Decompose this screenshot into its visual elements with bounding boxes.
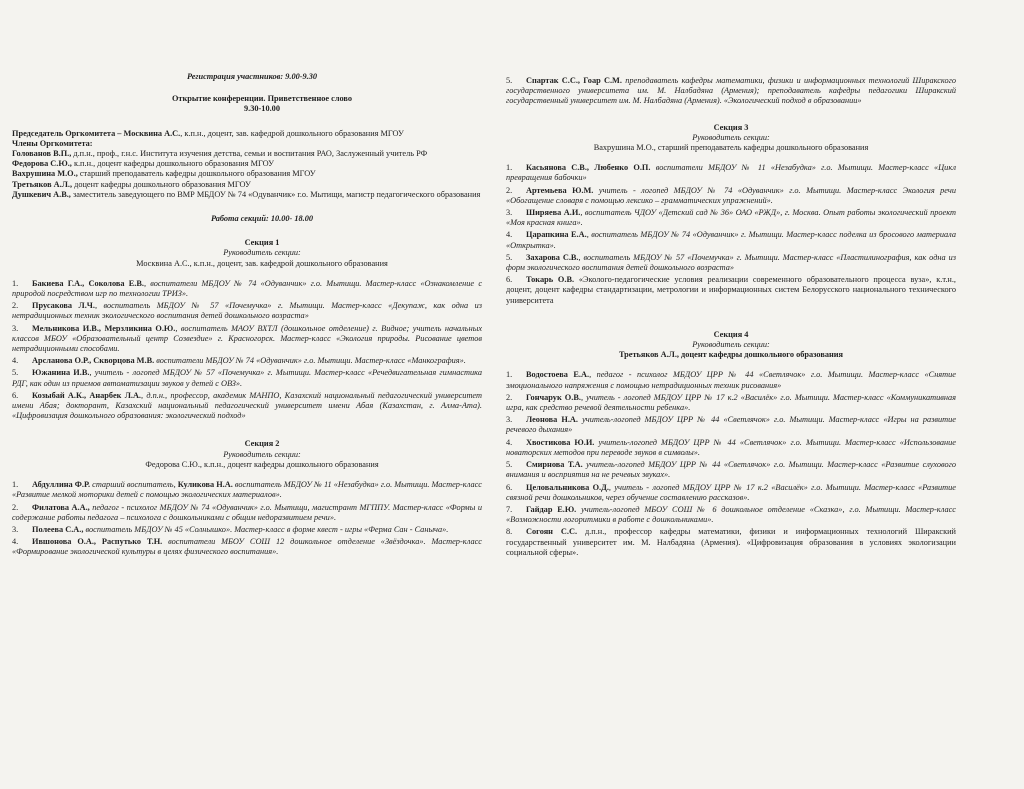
member-item bbox=[12, 169, 482, 179]
section-1-title: Секция 1 bbox=[244, 238, 280, 248]
item-name: Царапкина Е.А. bbox=[526, 230, 587, 240]
chair-label: Председатель Оргкомитета – bbox=[12, 128, 122, 138]
member-desc: старший преподаватель кафедры дошкольного образования МГОУ bbox=[77, 169, 316, 179]
section-2-list bbox=[12, 480, 482, 557]
members-label: Члены Оргкомитета: bbox=[12, 138, 93, 148]
list-item bbox=[506, 393, 956, 413]
item-desc: учитель-логопед МБДОУ ЦРР № 44 «Светлячок» г.о. Мытищи. Мастер-класс «Развитие слухового внимания и восприятия на не речевых звуках». bbox=[506, 460, 956, 480]
member-item bbox=[12, 159, 482, 169]
item-number: 1. bbox=[506, 370, 513, 380]
item-desc: воспитатели МБОУ СОШ 12 дошкольное отделение «Звёздочка». Мастер-класс «Формирование экологической культуры в целях физического воспитания». bbox=[12, 537, 482, 557]
section-1-lead-label: Руководитель секции: bbox=[223, 248, 301, 258]
item-number: 5. bbox=[506, 76, 513, 85]
item-desc: «Эколого-педагогические условия реализации современного образовательного процесса вуза», к.т.н., доцент, доцент кафедры стандартизации, метрологии и информационных систем Белорусского национального технического университета bbox=[506, 275, 957, 305]
item-number: 3. bbox=[12, 524, 19, 534]
item-name: Спартак С.С., Гоар С.М. bbox=[526, 76, 622, 85]
list-item bbox=[506, 275, 956, 306]
list-item bbox=[506, 253, 956, 273]
list-item bbox=[506, 76, 956, 107]
item-number: 3. bbox=[506, 208, 513, 218]
item-number: 2. bbox=[506, 185, 513, 195]
member-item bbox=[12, 149, 482, 159]
chair-name: Москвина А.С. bbox=[123, 128, 181, 138]
item-number: 6. bbox=[506, 482, 513, 492]
item-name: Ившонова О.А., Распутько Т.Н. bbox=[32, 537, 163, 547]
list-item bbox=[12, 480, 482, 500]
member-desc: заместитель заведующего по ВМР МБДОУ № 74 «Одуванчик» г.о. Мытищи, магистр педагогического образования bbox=[70, 189, 481, 199]
member-item bbox=[12, 190, 482, 200]
item-desc: воспитатели МБДОУ № 74 «Одуванчик» г.о. Мытищи. Мастер-класс «Манкография». bbox=[154, 356, 466, 366]
chair-line bbox=[12, 129, 482, 139]
item-desc: , учитель - логопед МБДОУ № 57 «Почемучка» г. Мытищи. Мастер-класс «Речедвигательная гимнастика РДГ, как один из приемов автоматизации звуков у детей с ОВЗ». bbox=[12, 368, 482, 388]
item-number: 1. bbox=[12, 278, 19, 288]
list-item bbox=[506, 186, 956, 206]
item-number: 5. bbox=[506, 252, 513, 262]
list-item bbox=[12, 356, 482, 366]
section-4-title: Секция 4 bbox=[713, 329, 749, 339]
list-item bbox=[506, 438, 956, 458]
item-desc-2: воспитатель МБДОУ № 11 «Незабудка» г.о. Мытищи. Мастер-класс «Развитие мелкой моторики детей с помощью экологических материалов». bbox=[12, 480, 482, 500]
item-number: 1. bbox=[12, 480, 19, 490]
section-3-list bbox=[506, 163, 956, 306]
item-number: 4. bbox=[506, 230, 513, 240]
item-desc: воспитатели МБДОУ № 11 «Незабудка» г.о. Мытищи. Мастер-класс «Цикл превращения бабочки» bbox=[506, 163, 956, 183]
list-item bbox=[12, 525, 482, 535]
section-1-lead: Москвина А.С., к.п.н., доцент, зав. кафедрой дошкольного образования bbox=[136, 258, 388, 268]
item-name: Ширяева А.И. bbox=[526, 208, 581, 218]
item-desc: педагог - психолог МБДОУ № 74 «Одуванчик» г.о. Мытищи, магистрант МГППУ. Мастер-класс «Формы и содержание работы педагога – психолога с дошкольниками с общим недоразвитием речи». bbox=[12, 502, 482, 522]
member-name: Третьяков А.Л., bbox=[12, 179, 73, 189]
item-name: Гайдар Е.Ю. bbox=[526, 504, 577, 514]
member-desc: доцент кафедры дошкольного образования МГОУ bbox=[72, 179, 251, 189]
item-number: 7. bbox=[506, 504, 513, 514]
item-desc: преподаватель кафедры математики, физики и информационных технологий Ширакского государственного университета им. М. Налбадяна (Армения); преподаватель кафедры педагогики Ширакский государственный университет им. М. Налбадяна (Армения). «Экологический подход в образовании» bbox=[506, 76, 956, 106]
item-name: Артемьева Ю.М. bbox=[526, 185, 594, 195]
item-desc: воспитатель МБДОУ № 45 «Солнышко». Мастер-класс в форме квест - игры «Ферма Сан - Саныча». bbox=[83, 524, 449, 534]
section-3-lead-label: Руководитель секции: bbox=[692, 132, 770, 142]
section-2-lead-label: Руководитель секции: bbox=[223, 449, 301, 459]
list-item bbox=[506, 505, 956, 525]
item-name: Леонова Н.А. bbox=[526, 415, 578, 425]
list-item bbox=[506, 208, 956, 228]
section-1-list bbox=[12, 279, 482, 422]
right-column bbox=[506, 0, 956, 560]
item-desc: , воспитатель МБДОУ № 57 «Почемучка» г. Мытищи. Мастер-класс «Декупаж, как одна из нетрадиционных техник экологического воспитания детей дошкольного возраста» bbox=[12, 301, 482, 321]
item-desc: учитель-логопед МБДОУ ЦРР № 44 «Светлячок» г.о. Мытищи. Мастер-класс «Игры на развитие речевого дыхания» bbox=[506, 415, 956, 435]
list-item bbox=[12, 368, 482, 388]
item-desc: , учитель - логопед МБДОУ ЦРР № 17 к.2 «Василёк» г.о. Мытищи. Мастер-класс «Развитие связной речи дошкольников, через обучение составлению рассказов». bbox=[506, 482, 956, 502]
registration-time: Регистрация участников: 9.00-9.30 bbox=[186, 72, 318, 81]
item-desc: учитель-логопед МБДОУ ЦРР № 44 «Светлячок» г.о. Мытищи. Мастер-класс «Использование новаторских методов при переводе звуков в символы». bbox=[506, 437, 956, 457]
members-list bbox=[12, 149, 482, 200]
item-name: Филатова А.А., bbox=[32, 502, 90, 512]
member-item bbox=[12, 180, 482, 190]
section-2-title: Секция 2 bbox=[244, 439, 280, 449]
item-name-2: Куликова Н.А. bbox=[177, 480, 233, 490]
list-item bbox=[506, 415, 956, 435]
item-number: 5. bbox=[12, 368, 19, 378]
opening-time: 9.30-10.00 bbox=[244, 104, 280, 114]
member-desc: д.п.н., проф., г.н.с. Института изучения детства, семьи и воспитания РАО, Заслуженный учитель РФ bbox=[71, 149, 428, 159]
list-item bbox=[506, 370, 956, 390]
item-number: 4. bbox=[12, 537, 19, 547]
member-name: Федорова С.Ю., bbox=[12, 159, 72, 169]
member-desc: к.п.н., доцент кафедры дошкольного образования МГОУ bbox=[71, 159, 274, 169]
chair-desc: , к.п.н., доцент, зав. кафедрой дошкольного образования МГОУ bbox=[180, 128, 404, 138]
left-column bbox=[12, 0, 482, 560]
item-name: Гончарук О.В. bbox=[526, 392, 581, 402]
item-desc: учитель-логопед МБОУ СОШ № 6 дошкольное отделение «Сказка», г.о. Мытищи. Мастер-класс «Возможности логоритмики в работе с дошкольниками». bbox=[506, 504, 956, 525]
item-number: 6. bbox=[12, 390, 19, 400]
item-number: 3. bbox=[506, 415, 513, 425]
item-name: Хвостикова Ю.И. bbox=[526, 437, 595, 447]
opening-title: Открытие конференции. Приветственное слово bbox=[171, 94, 353, 104]
item-desc: , воспитатели МБДОУ № 74 «Одуванчик» г.о. Мытищи. Мастер-класс «Ознакомление с природой посредством игр по технологии ТРИЗ». bbox=[12, 278, 482, 299]
list-item bbox=[506, 230, 956, 250]
list-item bbox=[506, 460, 956, 480]
item-desc: , воспитатель МБДОУ № 74 «Одуванчик» г. Мытищи. Мастер-класс поделка из бросового материала «Открытка». bbox=[506, 230, 956, 250]
section-4-list bbox=[506, 370, 956, 557]
list-item bbox=[12, 301, 482, 321]
item-desc: учитель - логопед МБДОУ № 74 «Одуванчик» г.о. Мытищи. Мастер-класс Экология речи «Обогащение словаря с помощью лексико – грамматических упражнений». bbox=[506, 185, 956, 205]
list-item bbox=[12, 537, 482, 557]
item-name: Мельникова И.В., Мерзликина О.Ю. bbox=[32, 323, 176, 333]
item-number: 2. bbox=[12, 502, 19, 512]
list-item bbox=[506, 527, 956, 558]
item-number: 6. bbox=[506, 275, 513, 285]
item-name: Захарова С.В. bbox=[526, 252, 579, 262]
item-number: 5. bbox=[506, 460, 513, 470]
item-desc: д.п.н., профессор кафедры математики, физики и информационных технологий Ширакский государственный университет им. М. Налбадяна (Армения). «Цифровизация образования в условиях экологизации социальной сферы». bbox=[506, 527, 957, 557]
item-name: Арсланова О.Р., Скворцова М.В. bbox=[32, 356, 155, 366]
item-number: 3. bbox=[12, 323, 19, 333]
member-name: Вахрушина М.О., bbox=[12, 169, 78, 179]
section-4-lead-label: Руководитель секции: bbox=[692, 340, 770, 350]
item-number: 4. bbox=[506, 437, 513, 447]
item-desc: , педагог - психолог МБДОУ ЦРР № 44 «Светлячок» г.о. Мытищи. Мастер-класс «Снятие эмоционального напряжения с помощью нетрадиционных техник рисования» bbox=[506, 370, 956, 390]
list-item bbox=[12, 391, 482, 422]
list-item bbox=[12, 503, 482, 523]
section-3-title: Секция 3 bbox=[713, 122, 749, 132]
item-number: 4. bbox=[12, 356, 19, 366]
item-number: 2. bbox=[506, 392, 513, 402]
item-name: Токарь О.В. bbox=[526, 275, 575, 285]
section-2-continued-list bbox=[506, 76, 956, 107]
item-number: 2. bbox=[12, 301, 19, 311]
item-name: Прусакова Л.Ч. bbox=[32, 301, 95, 311]
item-desc: , воспитатель ЧДОУ «Детский сад № 36» ОАО «РЖД», г. Москва. Опыт работы экологический проект «Моя красная книга». bbox=[506, 208, 956, 228]
list-item bbox=[12, 324, 482, 355]
item-name: Козыбай А.К., Анарбек Л.А. bbox=[32, 390, 142, 400]
list-item bbox=[506, 483, 956, 503]
list-item bbox=[506, 163, 956, 183]
item-desc: , воспитатель МБДОУ № 57 «Почемучка» г. Мытищи. Мастер-класс «Пластилинография, как одна из форм экологического воспитания детей дошкольного возраста» bbox=[506, 252, 956, 273]
work-time: Работа секций: 10.00- 18.00 bbox=[210, 214, 314, 224]
section-3-lead: Вахрушина М.О., старший преподаватель кафедры дошкольного образования bbox=[593, 143, 869, 153]
item-number: 1. bbox=[506, 163, 513, 173]
item-name: Согоян С.С. bbox=[526, 527, 578, 537]
member-name: Голованов В.П., bbox=[12, 149, 72, 159]
section-4-lead: Третьяков А.Л., доцент кафедры дошкольного образования bbox=[618, 350, 844, 360]
item-name: Абдуллина Ф.Р. bbox=[32, 480, 91, 490]
item-desc: , учитель - логопед МБДОУ ЦРР № 17 к.2 «Василёк» г.о. Мытищи. Мастер-класс «Коммуникативная игра, как средство речевой деятельности ребенка». bbox=[506, 392, 956, 413]
member-name: Душкевич А.В., bbox=[12, 189, 71, 199]
item-number: 8. bbox=[506, 527, 513, 537]
item-name: Полеева С.А., bbox=[32, 524, 84, 534]
item-desc: , воспитатель МАОУ ВХТЛ (дошкольное отделение) г. Видное; учитель начальных классов МБОУ «Образовательный центр Созвездие» г. Красногорск. Мастер-класс «Экология природы. Рисование цветов нетрадиционными способами. bbox=[12, 323, 482, 354]
section-2-lead: Федорова С.Ю., к.п.н., доцент кафедры дошкольного образования bbox=[145, 459, 379, 469]
item-desc: старший воспитатель, bbox=[90, 480, 178, 490]
item-name: Водостоева Е.А. bbox=[526, 370, 590, 380]
item-name: Южанина И.В. bbox=[32, 368, 90, 378]
item-name: Бакиева Г.А., Соколова Е.В. bbox=[32, 278, 144, 288]
item-desc: , д.п.н., профессор, академик МАНПО, Казахский национальный педагогический университет имени Абая; докторант, Казахский национальный педагогический университет имени Абая (Казахстан, г. Алма-Ата). «Цифровизация дошкольного образования: экологический подход» bbox=[12, 390, 482, 421]
item-name: Смирнова Т.А. bbox=[526, 460, 583, 470]
list-item bbox=[12, 279, 482, 299]
item-name: Касьянова С.В., Любенко О.П. bbox=[526, 163, 651, 173]
item-name: Целовальникова О.Д. bbox=[526, 482, 609, 492]
